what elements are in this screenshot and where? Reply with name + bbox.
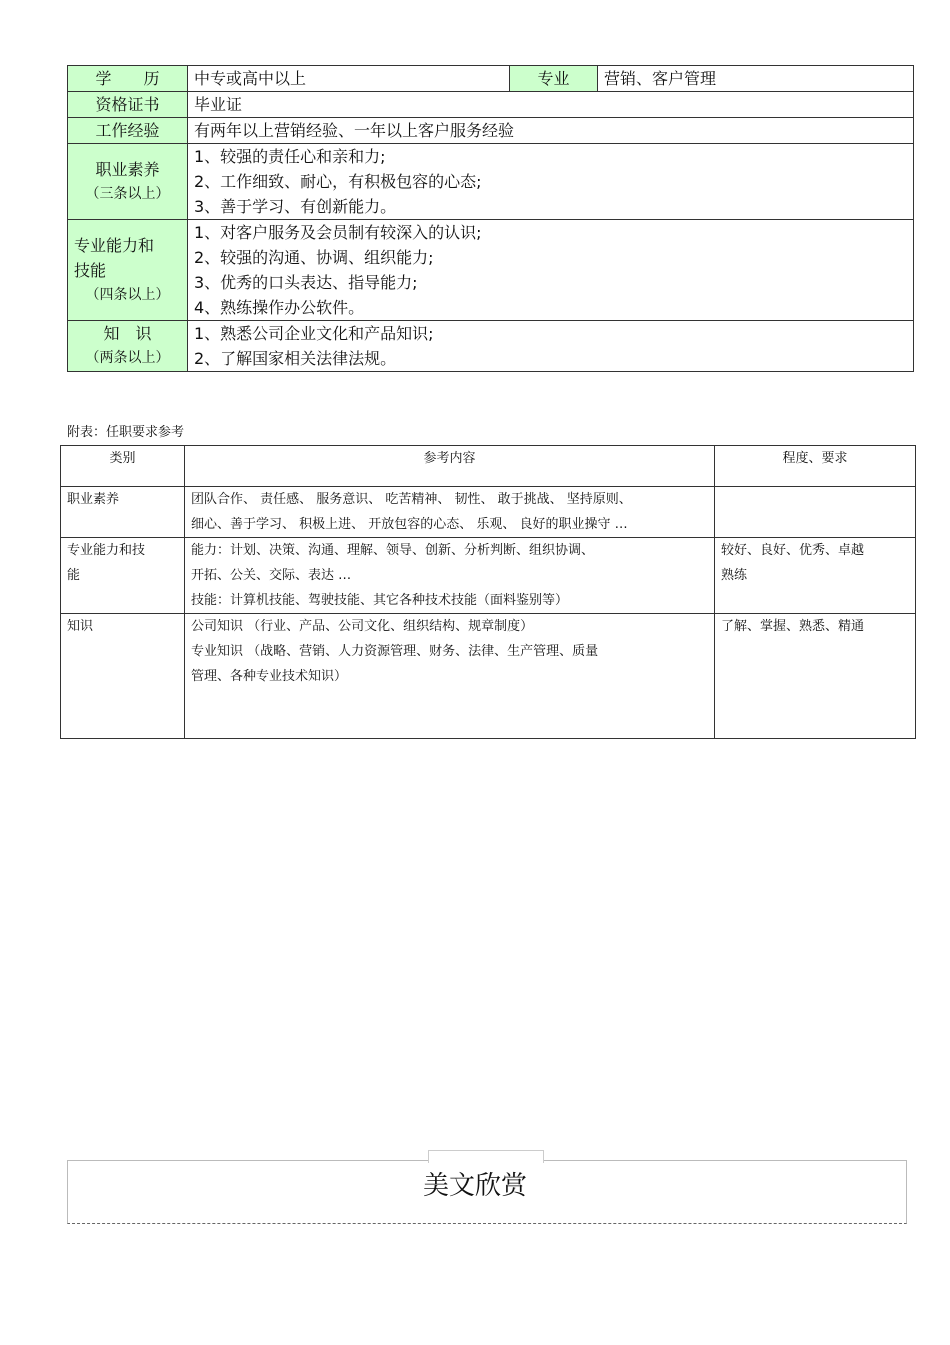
level-line: 了解、掌握、熟悉、精通 xyxy=(721,619,865,634)
reference-header-row xyxy=(61,446,916,487)
content-cell xyxy=(185,487,715,538)
skills-line: 3、优秀的口头表达、指导能力; xyxy=(194,273,418,292)
professionalism-content xyxy=(188,144,914,220)
reference-table xyxy=(60,445,916,739)
category-cell xyxy=(61,538,185,614)
header-level: 程度、要求 xyxy=(715,446,916,487)
footer-tab xyxy=(428,1150,544,1163)
content-cell xyxy=(185,538,715,614)
skills-line: 4、熟练操作办公软件。 xyxy=(194,298,365,317)
skills-label-cell xyxy=(68,220,188,321)
experience-value: 有两年以上营销经验、一年以上客户服务经验 xyxy=(188,118,914,144)
skills-sub: （四条以上） xyxy=(85,286,170,303)
content-line: 专业知识 （战略、营销、人力资源管理、财务、法律、生产管理、质量 xyxy=(191,644,599,659)
content-line: 能力：计划、决策、沟通、理解、领导、创新、分析判断、组织协调、 xyxy=(191,543,595,558)
knowledge-sub: （两条以上） xyxy=(85,350,170,366)
skills-line: 2、较强的沟通、协调、组织能力; xyxy=(194,248,434,267)
header-content: 参考内容 xyxy=(185,446,715,487)
level-line: 熟练 xyxy=(721,568,748,583)
job-requirements-table xyxy=(67,65,914,372)
level-line: 较好、良好、优秀、卓越 xyxy=(721,543,865,558)
major-value: 营销、客户管理 xyxy=(598,66,914,92)
content-line: 细心、善于学习、 积极上进、 开放包容的心态、 乐观、 良好的职业操守 … xyxy=(191,517,628,532)
table-row xyxy=(61,614,916,739)
education-label: 学 历 xyxy=(68,66,188,92)
certificate-value: 毕业证 xyxy=(188,92,914,118)
major-label: 专业 xyxy=(510,66,598,92)
certificate-label: 资格证书 xyxy=(68,92,188,118)
content-line: 团队合作、 责任感、 服务意识、 吃苦精神、 韧性、 敢于挑战、 坚持原则、 xyxy=(191,492,632,507)
level-cell xyxy=(715,487,916,538)
level-cell xyxy=(715,614,916,739)
knowledge-content xyxy=(188,321,914,372)
category-line: 专业能力和技 xyxy=(67,543,146,558)
experience-row xyxy=(68,118,914,144)
content-line: 管理、各种专业技术知识） xyxy=(191,669,348,684)
experience-label: 工作经验 xyxy=(68,118,188,144)
professionalism-sub: （三条以上） xyxy=(85,185,170,202)
skills-label: 专业能力和 xyxy=(74,235,155,255)
education-value: 中专或高中以上 xyxy=(188,66,510,92)
education-row xyxy=(68,66,914,92)
header-category: 类别 xyxy=(61,446,185,487)
professionalism-line: 3、善于学习、有创新能力。 xyxy=(194,197,397,216)
professionalism-line: 2、工作细致、耐心，有积极包容的心态; xyxy=(194,172,482,191)
content-line: 技能：计算机技能、驾驶技能、其它各种技术技能（面料鉴别等） xyxy=(191,593,569,608)
knowledge-label-cell xyxy=(68,321,188,372)
professionalism-line: 1、较强的责任心和亲和力; xyxy=(194,147,386,166)
knowledge-label: 知 识 xyxy=(103,324,152,343)
content-line: 开拓、公关、交际、表达 … xyxy=(191,568,352,583)
knowledge-row xyxy=(68,321,914,372)
level-cell xyxy=(715,538,916,614)
knowledge-line: 2、了解国家相关法律法规。 xyxy=(194,349,397,368)
professionalism-label-cell xyxy=(68,144,188,220)
footer-title: 美文欣赏 xyxy=(422,1171,527,1201)
skills-content xyxy=(188,220,914,321)
professionalism-label: 职业素养 xyxy=(95,159,160,179)
table-row xyxy=(61,538,916,614)
category-line: 能 xyxy=(67,568,81,583)
skills-row xyxy=(68,220,914,321)
category-cell: 知识 xyxy=(61,614,185,739)
appendix-caption: 附表：任职要求参考 xyxy=(67,425,185,440)
content-line: 公司知识 （行业、产品、公司文化、组织结构、规章制度） xyxy=(191,619,534,634)
table-row xyxy=(61,487,916,538)
category-cell: 职业素养 xyxy=(61,487,185,538)
content-cell xyxy=(185,614,715,739)
professionalism-row xyxy=(68,144,914,220)
skills-line: 1、对客户服务及会员制有较深入的认识; xyxy=(194,223,482,242)
certificate-row xyxy=(68,92,914,118)
knowledge-line: 1、熟悉公司企业文化和产品知识; xyxy=(194,324,434,343)
skills-label: 技能 xyxy=(74,260,107,280)
